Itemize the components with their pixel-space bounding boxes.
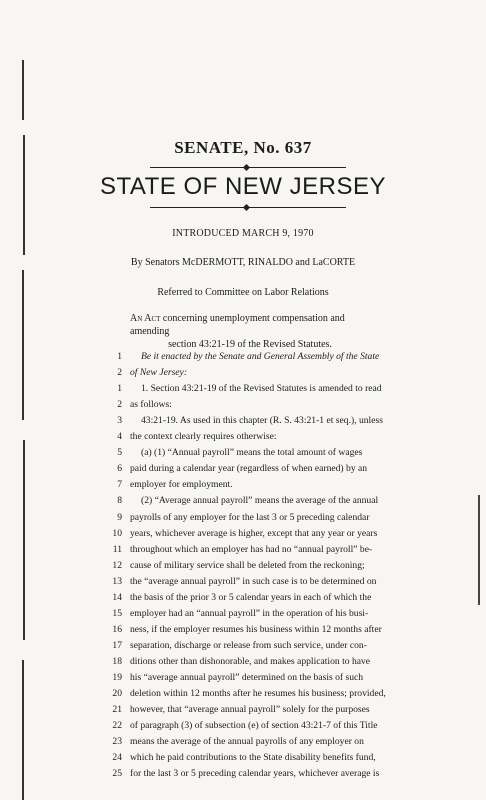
act-title-line1: concerning unemployment compensation and amending: [130, 313, 345, 337]
bill-number: SENATE, No. 637: [174, 138, 312, 157]
line-text: however, that “average annual payroll” solely for the purposes: [130, 704, 370, 716]
line-number: 4: [117, 431, 122, 443]
line-text: (2) “Average annual payroll” means the average of the annual: [141, 495, 379, 507]
bill-line: [0, 606, 486, 622]
committee-referral: Referred to Committee on Labor Relations: [157, 287, 329, 298]
line-number: 16: [112, 623, 122, 635]
line-number: 10: [112, 527, 122, 539]
bill-line: [0, 477, 486, 493]
line-number: 24: [112, 752, 122, 764]
bill-line: [0, 542, 486, 558]
line-text: payrolls of any employer for the last 3 or 5 preceding calendar: [130, 511, 370, 523]
line-text: for the last 3 or 5 preceding calendar years, whichever average is: [130, 768, 380, 780]
line-text: the basis of the prior 3 or 5 calendar years in each of which the: [130, 591, 372, 603]
line-number: 15: [112, 607, 122, 619]
line-text: deletion within 12 months after he resumes his business; provided,: [130, 688, 386, 700]
line-number: 18: [112, 655, 122, 667]
line-number: 2: [117, 399, 122, 411]
bill-line: [0, 670, 486, 686]
line-text: 1. Section 43:21-19 of the Revised Statutes is amended to read: [141, 383, 382, 395]
line-text: of paragraph (3) of subsection (e) of section 43:21-7 of this Title: [130, 720, 378, 732]
bottom-rule: [150, 207, 346, 208]
bill-line: [0, 750, 486, 766]
bill-line: [0, 734, 486, 750]
bill-line: [0, 510, 486, 526]
line-number: 23: [112, 736, 122, 748]
bill-line: [0, 493, 486, 509]
line-number: 20: [112, 688, 122, 700]
line-text: the context clearly requires otherwise:: [130, 431, 277, 443]
bill-line: [0, 574, 486, 590]
line-number: 6: [117, 463, 122, 475]
act-title-line2: section 43:21-19 of the Revised Statutes.: [168, 339, 332, 350]
line-text: 43:21-19. As used in this chapter (R. S. 43:21-1 et seq.), unless: [141, 415, 383, 427]
line-text: his “average annual payroll” determined on the basis of such: [130, 672, 364, 683]
line-text: ness, if the employer resumes his business within 12 months after: [130, 623, 382, 635]
line-text: which he paid contributions to the State disability benefits fund,: [130, 752, 376, 764]
line-number: 13: [112, 575, 122, 587]
line-text: (a) (1) “Annual payroll” means the total amount of wages: [141, 447, 363, 459]
line-number: 7: [117, 479, 122, 491]
line-text: cause of military service shall be deleted from the reckoning;: [130, 559, 365, 571]
line-number: 19: [112, 672, 122, 683]
line-text: as follows:: [130, 399, 172, 411]
sponsors: By Senators McDERMOTT, RINALDO and LaCORTE: [130, 257, 356, 268]
line-text: means the average of the annual payrolls of any employer on: [130, 736, 364, 748]
bill-line: [0, 638, 486, 654]
act-title: [130, 312, 370, 351]
line-number: 12: [112, 559, 122, 571]
introduced-date: INTRODUCED MARCH 9, 1970: [172, 228, 314, 239]
line-number: 21: [112, 704, 122, 716]
line-number: 3: [117, 415, 122, 427]
bill-line: [0, 526, 486, 542]
top-rule: [150, 167, 346, 168]
line-number: 1: [117, 383, 122, 395]
bill-line: [0, 413, 486, 429]
line-number: 5: [117, 447, 122, 459]
line-number: 11: [112, 543, 122, 555]
line-text: employer for employment.: [130, 479, 233, 491]
line-number: 25: [112, 768, 122, 780]
line-number: 14: [112, 591, 122, 603]
line-number: 8: [117, 495, 122, 507]
bill-line: [0, 654, 486, 670]
line-text: years, whichever average is higher, except that any year or years: [130, 527, 378, 539]
line-number: 17: [112, 639, 122, 651]
bill-line: [0, 349, 486, 365]
bill-line: [0, 365, 486, 381]
line-text: Be it enacted by the Senate and General Assembly of the State: [141, 351, 380, 362]
bill-line: [0, 397, 486, 413]
bill-line: [0, 429, 486, 445]
line-number: 9: [117, 511, 122, 523]
act-lead: An Act: [130, 313, 161, 324]
bill-line: [0, 461, 486, 477]
bill-line: [0, 766, 486, 782]
bill-line: [0, 686, 486, 702]
line-number: 22: [112, 720, 122, 732]
line-number: 2: [117, 367, 122, 379]
bill-line: [0, 590, 486, 606]
line-number: 1: [117, 351, 122, 362]
bill-line: [0, 558, 486, 574]
bill-line: [0, 445, 486, 461]
bill-line: [0, 622, 486, 638]
state-title: STATE OF NEW JERSEY: [100, 173, 386, 200]
bill-line: [0, 702, 486, 718]
line-text: of New Jersey:: [130, 367, 188, 379]
line-text: ditions other than dishonorable, and makes application to have: [130, 655, 371, 667]
line-text: separation, discharge or release from such service, under con-: [130, 639, 367, 651]
line-text: the “average annual payroll” in such case is to be determined on: [130, 575, 377, 587]
line-text: paid during a calendar year (regardless of when earned) by an: [130, 463, 368, 475]
bill-line: [0, 381, 486, 397]
bill-line: [0, 718, 486, 734]
line-text: employer had an “annual payroll” in the operation of his busi-: [130, 607, 369, 619]
line-text: throughout which an employer has had no “annual payroll” be-: [130, 543, 373, 555]
